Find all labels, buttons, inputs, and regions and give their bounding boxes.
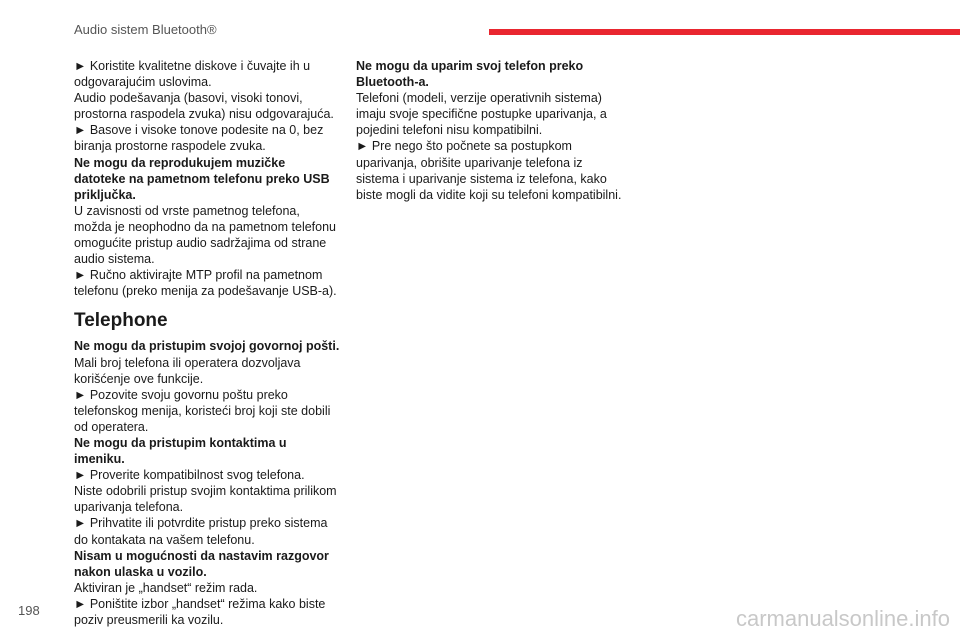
paragraph: Niste odobrili pristup svojim kontaktima prilikom uparivanja telefona. [74,484,337,515]
paragraph: Telefoni (modeli, verzije operativnih sistema) imaju svoje specifične postupke uparivanja, a pojedini telefoni nisu kompatibilni. [356,91,607,138]
paragraph: ► Prihvatite ili potvrdite pristup preko sistema do kontakata na vašem telefonu. [74,516,328,547]
header-title: Audio sistem Bluetooth® [74,22,217,37]
left-column [74,58,340,628]
paragraph: U zavisnosti od vrste pametnog telefona, možda je neophodno da na pametnom telefonu omogućite pristup audio sadržajima od strane audio sistema. [74,203,336,267]
paragraph: Aktiviran je „handset“ režim rada. [74,580,258,595]
paragraph: ► Koristite kvalitetne diskove i čuvajte ih u odgovarajućim uslovima. [74,59,311,90]
paragraph: ► Pozovite svoju govornu poštu preko telefonskog menija, koristeći broj koji ste dobili od operatera. [74,387,331,434]
page-number: 198 [18,603,40,618]
paragraph: Mali broj telefona ili operatera dozvoljava korišćenje ove funkcije. [74,355,301,386]
watermark[interactable]: carmanualsonline.info [735,606,950,631]
paragraph: ► Basove i visoke tonove podesite na 0, bez biranja prostorne raspodele zvuka. [74,123,324,154]
paragraph: ► Proverite kompatibilnost svog telefona. [74,468,305,483]
question-heading: Ne mogu da reprodukujem muzičke datoteke na pametnom telefonu preko USB priključka. [74,155,330,202]
question-heading: Nisam u mogućnosti da nastavim razgovor nakon ulaska u vozilo. [74,548,329,579]
header-accent-bar [489,29,960,35]
question-heading: Ne mogu da pristupim kontaktima u imeniku. [74,435,287,467]
paragraph: ► Pre nego što počnete sa postupkom uparivanja, obrišite uparivanje telefona iz sistema i uparivanje sistema iz telefona, kako biste mogli da vidite koji su telefoni kompatibilni. [356,139,622,202]
question-heading: Ne mogu da uparim svoj telefon preko Bluetooth-a. [356,59,584,90]
right-column [356,58,622,203]
paragraph: ► Poništite izbor „handset“ režima kako biste poziv preusmerili ka vozilu. [74,596,326,627]
section-heading: Telephone [74,310,168,332]
question-heading: Ne mogu da pristupim svojoj govornoj pošti. [74,339,340,354]
paragraph: ► Ručno aktivirajte MTP profil na pametnom telefonu (preko menija za podešavanje USB-a). [74,268,337,299]
paragraph: Audio podešavanja (basovi, visoki tonovi, prostorna raspodela zvuka) nisu odgovarajuća. [74,91,334,122]
